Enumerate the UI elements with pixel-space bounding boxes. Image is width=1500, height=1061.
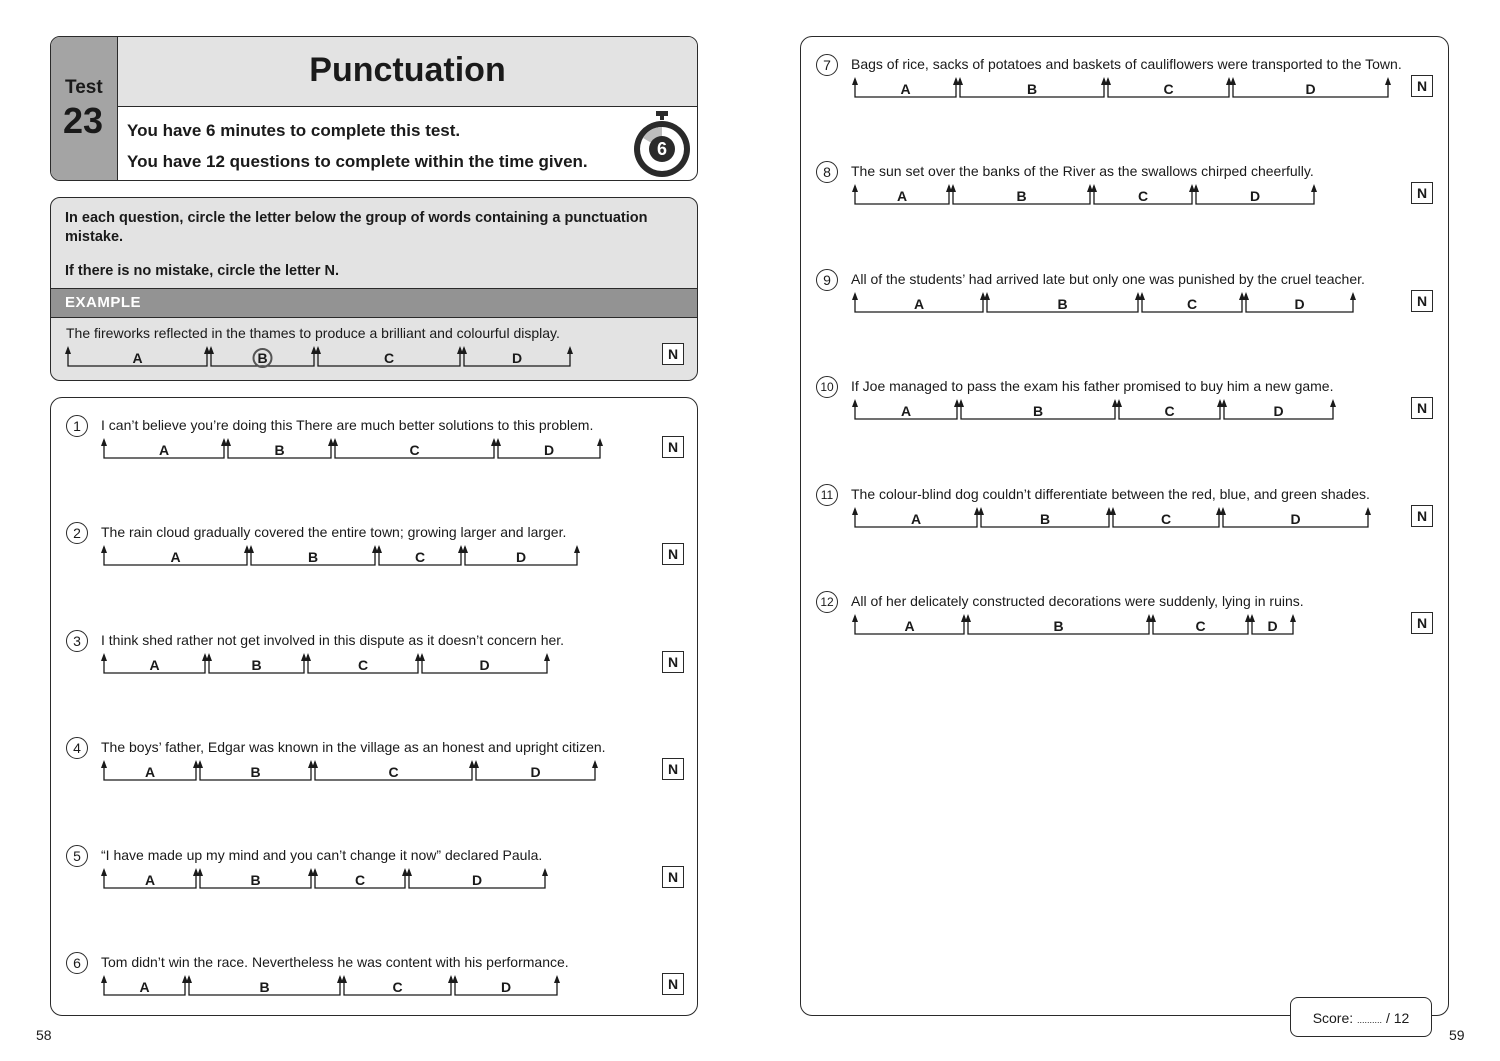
question-6-sentence: Tom didn’t win the race. Nevertheless he was content with his performance. <box>101 954 569 970</box>
question-1-brackets <box>98 438 606 464</box>
question-11-option-c[interactable]: C <box>1160 511 1172 527</box>
question-8-arrow-mark <box>1091 184 1097 192</box>
question-8-no-mistake-option[interactable]: N <box>1411 182 1433 204</box>
test-label: Test <box>65 77 103 98</box>
question-10-option-a[interactable]: A <box>900 403 912 419</box>
questions-panel-left <box>50 397 698 1016</box>
question-11-arrow-mark <box>978 507 984 515</box>
question-11-arrow-mark <box>852 507 858 515</box>
question-10-arrow-mark <box>852 399 858 407</box>
question-3-option-b[interactable]: B <box>251 657 262 673</box>
question-1-arrow-mark <box>597 438 603 446</box>
question-4-no-mistake-option[interactable]: N <box>662 758 684 780</box>
question-6-arrow-mark <box>452 975 458 983</box>
score-label: Score: <box>1312 1010 1354 1026</box>
question-6-number: 6 <box>66 952 88 974</box>
example-bar <box>51 288 697 318</box>
test-number: 23 <box>63 100 104 141</box>
question-11-number: 11 <box>816 484 838 506</box>
question-11-brackets <box>849 507 1374 533</box>
question-1-option-d[interactable]: D <box>543 442 555 458</box>
score-blank[interactable]: .......... <box>1357 1015 1383 1025</box>
question-10-arrow-mark <box>1221 399 1227 407</box>
question-9-sentence: All of the students’ had arrived late but only one was punished by the cruel teacher. <box>851 271 1365 287</box>
question-6-option-d[interactable]: D <box>500 979 512 995</box>
question-10-number: 10 <box>816 376 838 398</box>
question-12-option-d[interactable]: D <box>1267 618 1278 634</box>
question-5-option-c[interactable]: C <box>354 872 366 888</box>
question-1-arrow-mark <box>495 438 501 446</box>
question-6-arrow-mark <box>101 975 107 983</box>
question-2-number: 2 <box>66 522 88 544</box>
question-8-option-d[interactable]: D <box>1249 188 1261 204</box>
question-10-option-c[interactable]: C <box>1164 403 1175 419</box>
question-5-option-a[interactable]: A <box>144 872 156 888</box>
question-4-option-d[interactable]: D <box>530 764 541 780</box>
question-6-arrow-mark <box>186 975 192 983</box>
question-10-no-mistake-option[interactable]: N <box>1411 397 1433 419</box>
question-2-no-mistake-option[interactable]: N <box>662 543 684 565</box>
question-1-sentence: I can’t believe you’re doing this There are much better solutions to this problem. <box>101 417 594 433</box>
page-title: Punctuation <box>309 51 506 89</box>
question-10-option-b[interactable]: B <box>1032 403 1044 419</box>
question-6-option-a[interactable]: A <box>139 979 150 995</box>
question-11-arrow-mark <box>1365 507 1371 515</box>
question-7-option-c[interactable]: C <box>1163 81 1174 97</box>
question-11-option-a[interactable]: A <box>910 511 922 527</box>
question-9-option-a[interactable]: A <box>913 296 925 312</box>
page-number-right: 59 <box>1449 1027 1465 1043</box>
question-3-arrow-mark <box>544 653 550 661</box>
question-9-arrow-mark <box>1243 292 1249 300</box>
question-4-arrow-mark <box>592 760 598 768</box>
question-1-number: 1 <box>66 415 88 437</box>
example-row-no-mistake-option[interactable]: N <box>662 343 684 365</box>
question-9-arrow-mark <box>1139 292 1145 300</box>
question-12-number: 12 <box>816 591 838 613</box>
question-2-sentence: The rain cloud gradually covered the entire town; growing larger and larger. <box>101 524 567 540</box>
example-row-option-d[interactable]: D <box>511 350 523 366</box>
question-3-number: 3 <box>66 630 88 652</box>
question-12-arrow-mark <box>965 614 971 622</box>
example-row-arrow-mark <box>208 346 214 354</box>
question-2-arrow-mark <box>248 545 254 553</box>
question-4-option-a[interactable]: A <box>144 764 156 780</box>
question-8-brackets <box>849 184 1320 210</box>
question-5-arrow-mark <box>542 868 548 876</box>
question-9-option-b[interactable]: B <box>1057 296 1068 312</box>
question-4-arrow-mark <box>197 760 203 768</box>
question-2-brackets <box>98 545 583 571</box>
score-total: / 12 <box>1385 1010 1410 1026</box>
question-3-brackets <box>98 653 553 679</box>
question-4-arrow-mark <box>473 760 479 768</box>
example-label: EXAMPLE <box>65 294 142 311</box>
example-row-arrow-mark <box>567 346 573 354</box>
question-1-arrow-mark <box>332 438 338 446</box>
question-3-option-d[interactable]: D <box>479 657 490 673</box>
question-9-option-d[interactable]: D <box>1294 296 1305 312</box>
question-6-option-c[interactable]: C <box>392 979 403 995</box>
question-3-arrow-mark <box>419 653 425 661</box>
question-5-no-mistake-option[interactable]: N <box>662 866 684 888</box>
question-4-option-c[interactable]: C <box>388 764 399 780</box>
question-3-arrow-mark <box>101 653 107 661</box>
question-7-no-mistake-option[interactable]: N <box>1411 75 1433 97</box>
question-7-sentence: Bags of rice, sacks of potatoes and baskets of cauliflowers were transported to the Town. <box>851 56 1402 72</box>
questions-instruction: You have 12 questions to complete within the time given. <box>127 152 588 171</box>
question-10-option-d[interactable]: D <box>1273 403 1284 419</box>
question-12-option-c[interactable]: C <box>1195 618 1206 634</box>
question-11-arrow-mark <box>1220 507 1226 515</box>
question-7-arrow-mark <box>957 77 963 85</box>
question-3-option-a[interactable]: A <box>149 657 160 673</box>
question-12-arrow-mark <box>1150 614 1156 622</box>
time-instruction: You have 6 minutes to complete this test. <box>127 121 461 140</box>
page-number-left: 58 <box>36 1027 52 1043</box>
question-5-arrow-mark <box>101 868 107 876</box>
question-1-option-c[interactable]: C <box>409 442 420 458</box>
question-9-option-c[interactable]: C <box>1186 296 1198 312</box>
instruction-no-mistake: If there is no mistake, circle the letter N. <box>65 263 339 279</box>
question-1-arrow-mark <box>101 438 107 446</box>
question-5-arrow-mark <box>197 868 203 876</box>
question-6-arrow-mark <box>341 975 347 983</box>
question-7-brackets <box>849 77 1394 103</box>
example-row-arrow-mark <box>315 346 321 354</box>
question-2-option-a[interactable]: A <box>170 549 181 565</box>
question-12-arrow-mark <box>852 614 858 622</box>
question-10-arrow-mark <box>1116 399 1122 407</box>
question-12-arrow-mark <box>1290 614 1296 622</box>
question-6-option-b[interactable]: B <box>259 979 270 995</box>
question-4-arrow-mark <box>312 760 318 768</box>
question-4-brackets <box>98 760 601 786</box>
question-7-arrow-mark <box>1105 77 1111 85</box>
question-12-option-a[interactable]: A <box>904 618 915 634</box>
question-1-option-a[interactable]: A <box>158 442 170 458</box>
stopwatch-icon <box>631 110 693 178</box>
question-5-arrow-mark <box>406 868 412 876</box>
test-header <box>50 36 698 181</box>
question-11-option-b[interactable]: B <box>1039 511 1051 527</box>
example-row-option-c[interactable]: C <box>383 350 395 366</box>
question-11-sentence: The colour-blind dog couldn’t differentiate between the red, blue, and green shades. <box>851 486 1370 502</box>
question-12-brackets <box>849 614 1299 640</box>
question-10-arrow-mark <box>958 399 964 407</box>
question-10-arrow-mark <box>1330 399 1336 407</box>
question-2-arrow-mark <box>376 545 382 553</box>
question-8-option-a[interactable]: A <box>896 188 908 204</box>
question-6-arrow-mark <box>554 975 560 983</box>
question-8-arrow-mark <box>852 184 858 192</box>
question-9-no-mistake-option[interactable]: N <box>1411 290 1433 312</box>
question-8-arrow-mark <box>950 184 956 192</box>
question-5-brackets <box>98 868 551 894</box>
question-2-option-b[interactable]: B <box>307 549 319 565</box>
question-1-option-b[interactable]: B <box>274 442 285 458</box>
question-9-arrow-mark <box>984 292 990 300</box>
question-12-no-mistake-option[interactable]: N <box>1411 612 1433 634</box>
example-row-arrow-mark <box>65 346 71 354</box>
test-number-panel <box>51 37 118 180</box>
question-3-arrow-mark <box>206 653 212 661</box>
question-7-arrow-mark <box>1230 77 1236 85</box>
question-1-arrow-mark <box>225 438 231 446</box>
question-8-option-c[interactable]: C <box>1137 188 1149 204</box>
question-2-option-d[interactable]: D <box>515 549 527 565</box>
question-6-brackets <box>98 975 563 1001</box>
question-3-option-c[interactable]: C <box>357 657 369 673</box>
question-6-no-mistake-option[interactable]: N <box>662 973 684 995</box>
question-4-option-b[interactable]: B <box>250 764 261 780</box>
question-8-arrow-mark <box>1193 184 1199 192</box>
question-8-arrow-mark <box>1311 184 1317 192</box>
question-12-option-b[interactable]: B <box>1053 618 1064 634</box>
question-4-arrow-mark <box>101 760 107 768</box>
question-2-arrow-mark <box>574 545 580 553</box>
example-row-sentence: The fireworks reflected in the thames to produce a brilliant and colourful display. <box>66 325 560 341</box>
question-10-sentence: If Joe managed to pass the exam his father promised to buy him a new game. <box>851 378 1334 394</box>
timer-value: 6 <box>656 139 668 159</box>
question-2-arrow-mark <box>101 545 107 553</box>
question-9-brackets <box>849 292 1359 318</box>
example-row-arrow-mark <box>461 346 467 354</box>
example-row-option-a[interactable]: A <box>132 350 143 366</box>
question-9-arrow-mark <box>1350 292 1356 300</box>
question-7-number: 7 <box>816 54 838 76</box>
question-7-option-d[interactable]: D <box>1305 81 1316 97</box>
question-11-no-mistake-option[interactable]: N <box>1411 505 1433 527</box>
question-7-option-a[interactable]: A <box>900 81 911 97</box>
question-9-arrow-mark <box>852 292 858 300</box>
question-4-number: 4 <box>66 737 88 759</box>
question-4-sentence: The boys’ father, Edgar was known in the village as an honest and upright citizen. <box>101 739 606 755</box>
question-9-number: 9 <box>816 269 838 291</box>
question-5-option-b[interactable]: B <box>250 872 261 888</box>
question-5-sentence: “I have made up my mind and you can’t change it now” declared Paula. <box>101 847 543 863</box>
question-12-arrow-mark <box>1249 614 1255 622</box>
question-2-option-c[interactable]: C <box>414 549 426 565</box>
example-row-option-b[interactable]: B <box>257 350 268 366</box>
question-3-sentence: I think shed rather not get involved in this dispute as it doesn’t concern her. <box>101 632 565 648</box>
question-2-arrow-mark <box>462 545 468 553</box>
score-box <box>1290 997 1432 1037</box>
question-5-option-d[interactable]: D <box>471 872 483 888</box>
question-12-sentence: All of her delicately constructed decorations were suddenly, lying in ruins. <box>851 593 1304 609</box>
question-7-option-b[interactable]: B <box>1026 81 1038 97</box>
question-7-arrow-mark <box>1385 77 1391 85</box>
question-10-brackets <box>849 399 1339 425</box>
example-row-brackets <box>62 346 576 372</box>
question-8-sentence: The sun set over the banks of the River as the swallows chirped cheerfully. <box>851 163 1314 179</box>
question-11-arrow-mark <box>1110 507 1116 515</box>
question-7-arrow-mark <box>852 77 858 85</box>
question-11-option-d[interactable]: D <box>1290 511 1301 527</box>
question-5-number: 5 <box>66 845 88 867</box>
instruction-main: In each question, circle the letter below the group of words containing a punctuation mistake. <box>65 210 648 245</box>
question-8-option-b[interactable]: B <box>1016 188 1027 204</box>
question-3-no-mistake-option[interactable]: N <box>662 651 684 673</box>
question-8-number: 8 <box>816 161 838 183</box>
question-3-arrow-mark <box>305 653 311 661</box>
question-1-no-mistake-option[interactable]: N <box>662 436 684 458</box>
question-5-arrow-mark <box>312 868 318 876</box>
title-bar <box>118 37 697 107</box>
